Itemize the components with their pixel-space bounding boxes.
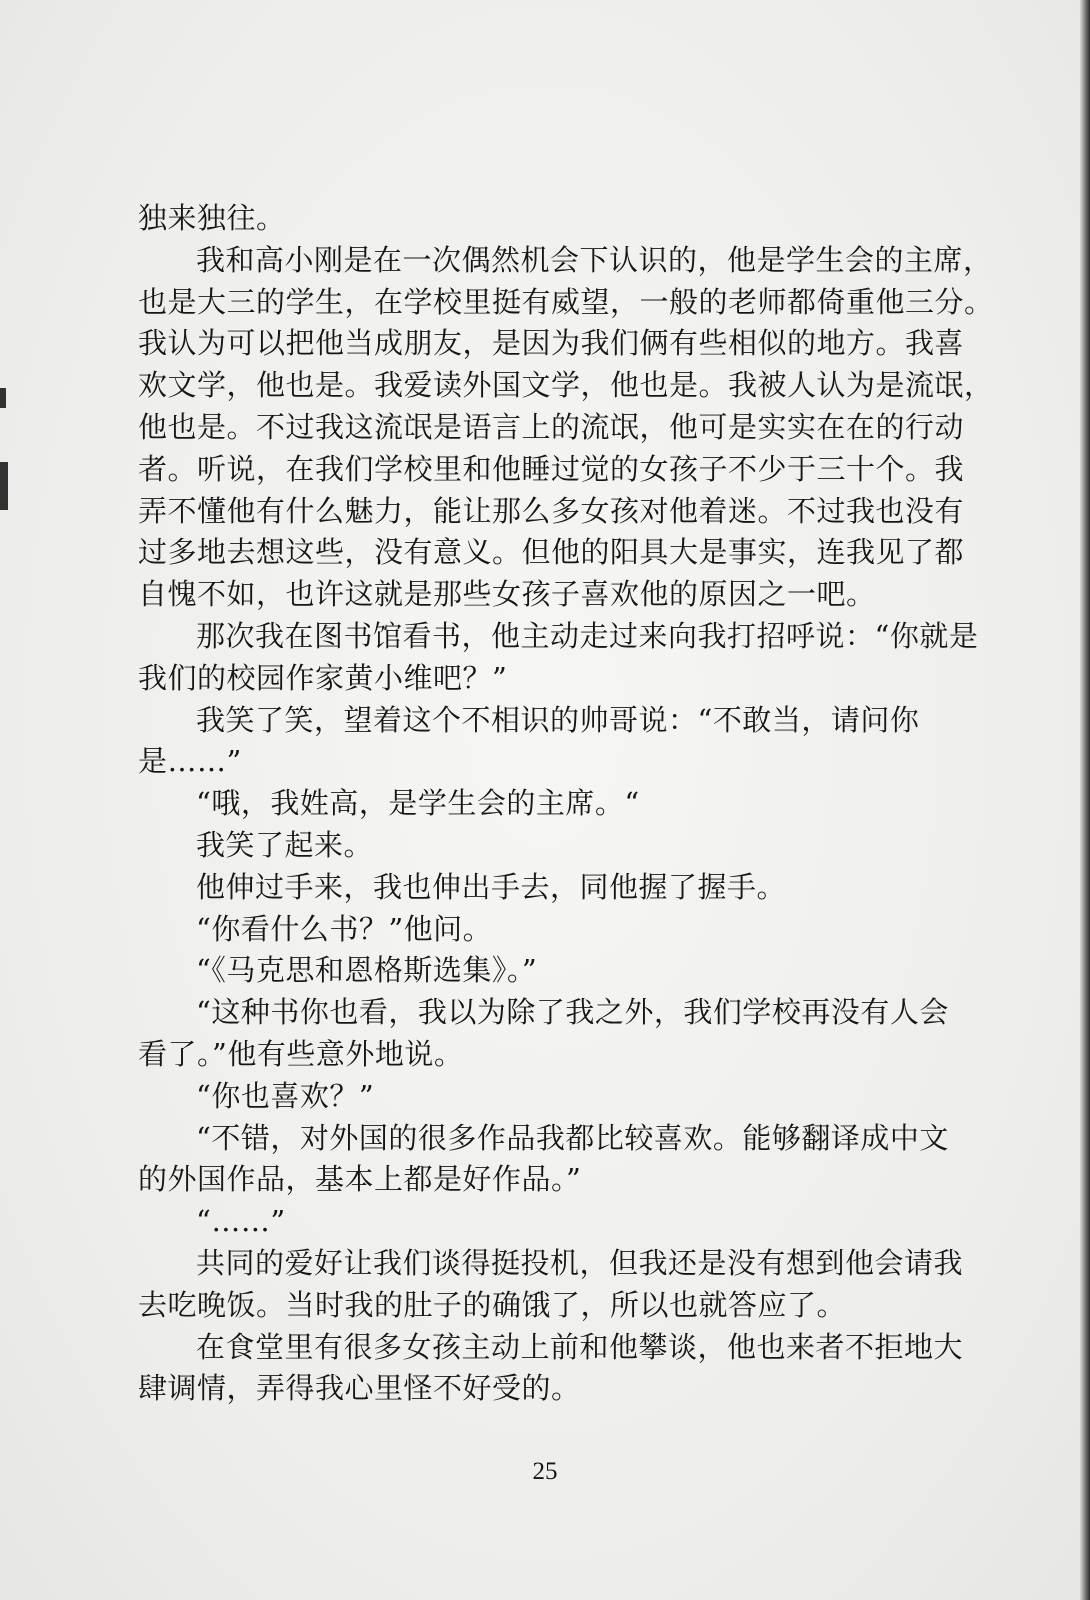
text-line: 共同的爱好让我们谈得挺投机，但我还是没有想到他会请我	[196, 1245, 964, 1280]
text-line: 肆调情，弄得我心里怪不好受的。	[138, 1371, 581, 1406]
text-line: 看了。”他有些意外地说。	[138, 1036, 464, 1071]
page-edge-shadow	[1080, 0, 1090, 1600]
text-line: 弄不懂他有什么魅力，能让那么多女孩对他着迷。不过我也没有	[138, 493, 965, 528]
scan-mark	[0, 462, 8, 510]
text-line: 那次我在图书馆看书，他主动走过来向我打招呼说：“你就是	[196, 618, 979, 653]
text-line: “《马克思和恩格斯选集》。”	[196, 953, 538, 988]
text-line: 他伸过手来，我也伸出手去，同他握了握手。	[196, 869, 787, 904]
text-line: 我和高小刚是在一次偶然机会下认识的，他是学生会的主席，	[196, 242, 993, 277]
text-line: 我笑了笑，望着这个不相识的帅哥说：“不敢当，请问你	[196, 702, 920, 737]
text-line: 在食堂里有很多女孩主动上前和他攀谈，他也来者不拒地大	[196, 1329, 964, 1364]
text-line: 我笑了起来。	[196, 827, 374, 862]
text-line: 也是大三的学生，在学校里挺有威望，一般的老师都倚重他三分。	[138, 284, 994, 319]
text-line: “不错，对外国的很多作品我都比较喜欢。能够翻译成中文	[196, 1120, 949, 1155]
text-line: “哦，我姓高，是学生会的主席。“	[196, 786, 640, 821]
body-text	[138, 198, 994, 1410]
text-line: “这种书你也看，我以为除了我之外，我们学校再没有人会	[196, 995, 949, 1030]
text-line: 过多地去想这些，没有意义。但他的阳具大是事实，连我见了都	[138, 535, 965, 570]
text-line: 是……”	[138, 744, 242, 779]
text-line: 者。听说，在我们学校里和他睡过觉的女孩子不少于三十个。我	[138, 451, 965, 486]
text-line: 自愧不如，也许这就是那些女孩子喜欢他的原因之一吧。	[138, 577, 876, 612]
text-line: 独来独往。	[138, 201, 286, 235]
text-line: 欢文学，他也是。我爱读外国文学，他也是。我被人认为是流氓，	[138, 368, 994, 403]
text-line: “你也喜欢？”	[196, 1078, 375, 1113]
page-number: 25	[532, 1458, 558, 1485]
text-line: 去吃晚饭。当时我的肚子的确饿了，所以也就答应了。	[138, 1287, 847, 1322]
text-line: “你看什么书？”他问。	[196, 911, 493, 946]
text-line: 我认为可以把他当成朋友，是因为我们俩有些相似的地方。我喜	[138, 326, 965, 361]
text-line: 的外国作品，基本上都是好作品。”	[138, 1162, 582, 1197]
text-line: 他也是。不过我这流氓是语言上的流氓，他可是实实在在的行动	[138, 409, 965, 444]
text-line: 我们的校园作家黄小维吧？”	[138, 660, 508, 695]
scan-mark	[0, 388, 6, 408]
text-line: “……”	[196, 1204, 286, 1239]
